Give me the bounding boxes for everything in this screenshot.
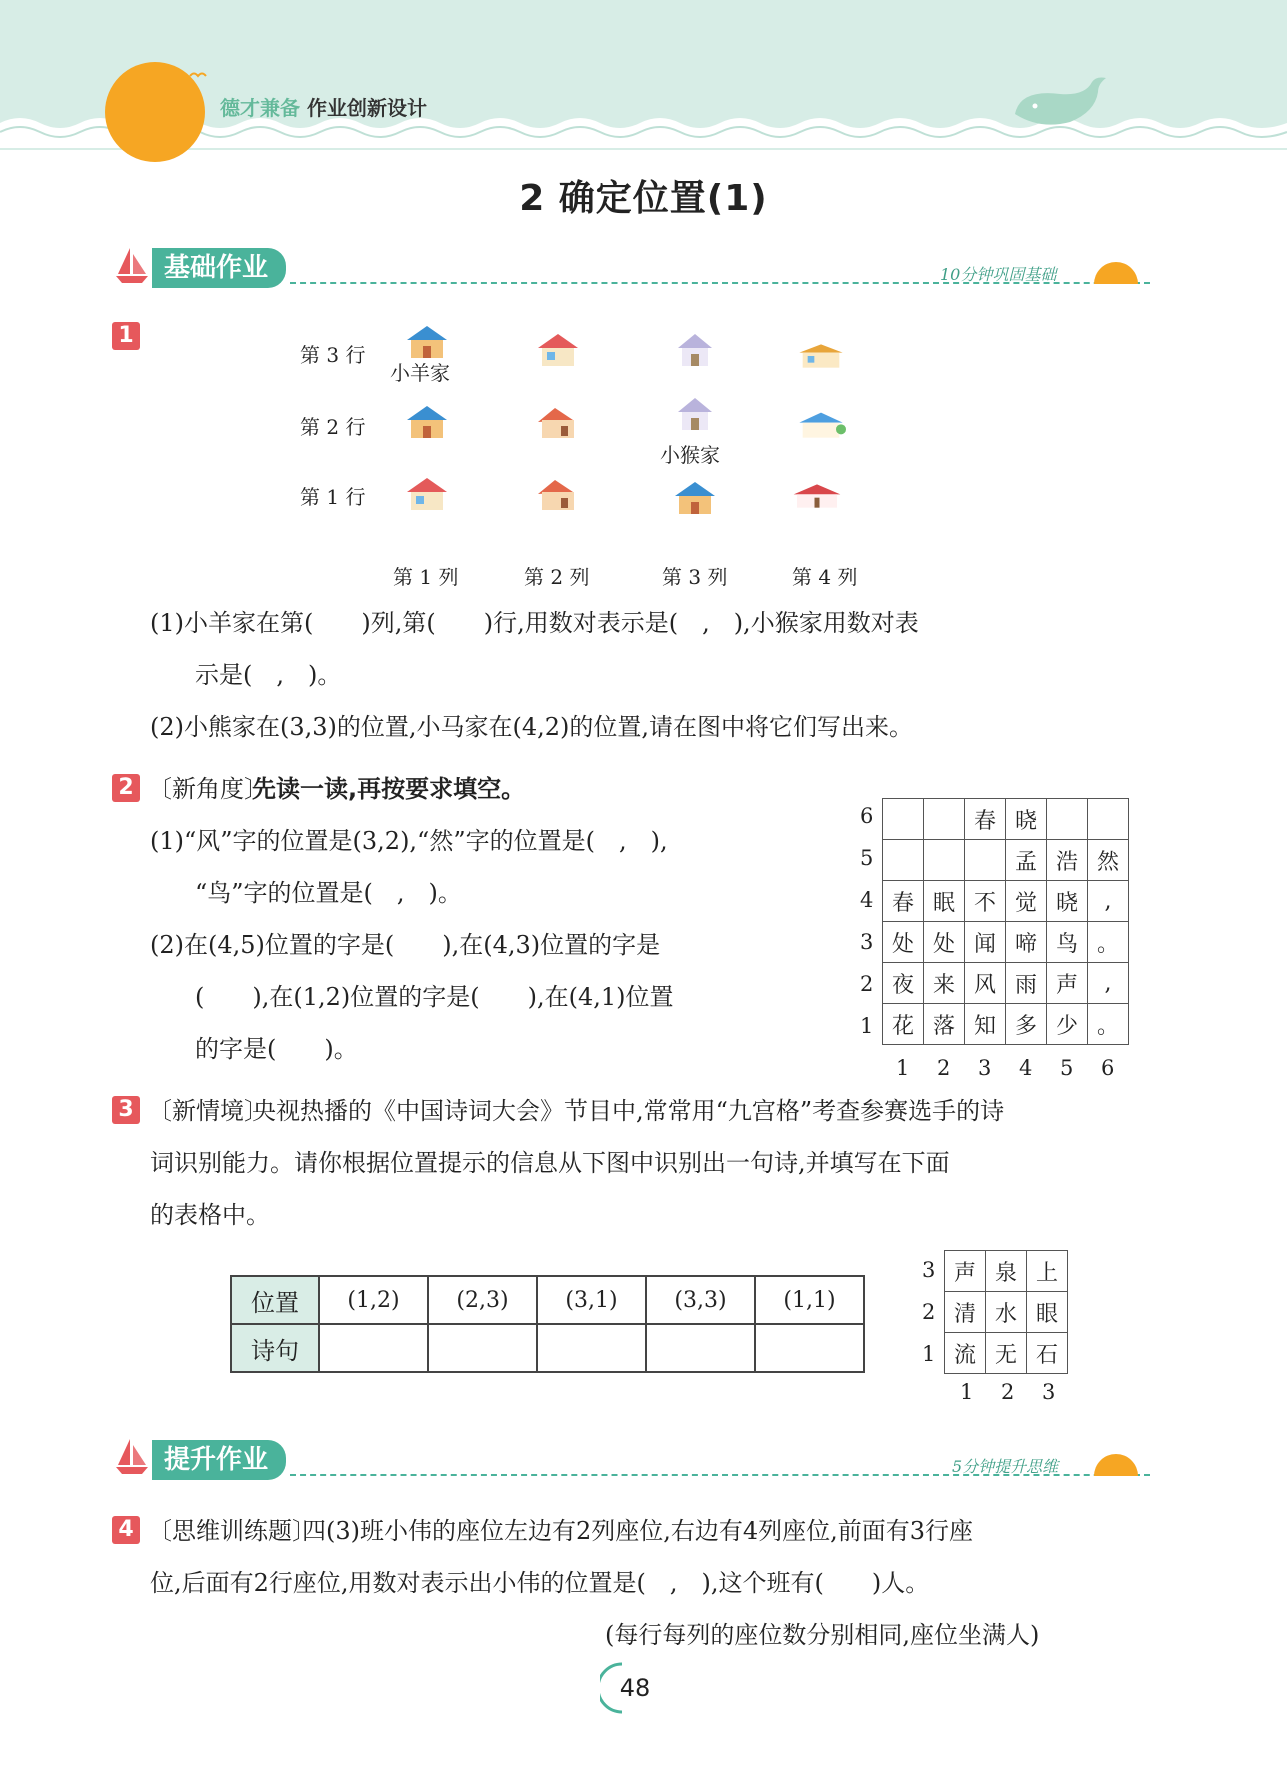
grid-cell: 啼 [1006,922,1047,963]
grid-cell: 落 [924,1004,965,1045]
position-cell: (2,3) [428,1276,537,1324]
grid-cell: 处 [883,922,924,963]
house-icon [792,476,842,516]
grid-cell: 石 [1027,1333,1068,1374]
house-icon [533,402,583,442]
position-cell: (1,1) [755,1276,864,1324]
q4-line2: 位,后面有2行座位,用数对表示出小伟的位置是( , ),这个班有( )人。 [150,1569,930,1597]
whale-icon [1010,74,1110,134]
grid-cell [1047,799,1088,840]
q1-part1-line2: 示是( , )。 [195,661,342,689]
grid-row [883,922,1129,963]
question-number-2: 2 [112,774,140,802]
grid-cell: 花 [883,1004,924,1045]
y-axis-tick: 3 [860,930,874,954]
q2-lead: 先读一读,再按要求填空。 [252,775,526,803]
grid-cell: 水 [986,1292,1027,1333]
q3-tag: 〔新情境〕 [148,1097,268,1125]
poem-grid-6x6 [882,798,1129,1045]
y-axis-tick: 6 [860,804,874,828]
q4-line1: 四(3)班小伟的座位左边有2列座位,右边有4列座位,前面有3行座 [302,1517,974,1545]
grid-cell: 夜 [883,963,924,1004]
row-label-2: 第 2 行 [300,415,366,439]
x-axis-tick: 3 [1042,1380,1056,1404]
q4-note: (每行每列的座位数分别相同,座位坐满人) [605,1621,1040,1649]
grid-cell [924,799,965,840]
section-advanced-label: 提升作业 [152,1440,286,1480]
grid-row [883,963,1129,1004]
grid-cell [883,840,924,881]
grid-cell: , [1088,881,1129,922]
grid-cell: 闻 [965,922,1006,963]
x-axis-tick: 1 [960,1380,974,1404]
answer-cell[interactable] [537,1324,646,1372]
position-cell: (3,1) [537,1276,646,1324]
col-label-4: 第 4 列 [792,565,858,589]
q1-part1-line1: (1)小羊家在第( )列,第( )行,用数对表示是( , ),小猴家用数对表 [150,609,919,637]
grid-cell: 眼 [1027,1292,1068,1333]
house-icon [796,336,846,376]
position-header: 位置 [231,1276,319,1324]
grid-cell: 春 [883,881,924,922]
birds-icon [150,62,210,82]
grid-cell: 流 [945,1333,986,1374]
house-icon [402,402,452,442]
grid-cell: 泉 [986,1251,1027,1292]
grid-cell: 春 [965,799,1006,840]
brand-title [220,92,427,121]
grid-cell: 孟 [1006,840,1047,881]
grid-cell: 。 [1088,922,1129,963]
grid-cell [883,799,924,840]
page-title: 2 确定位置(1) [519,178,768,219]
answer-cell[interactable] [646,1324,755,1372]
nine-grid [944,1250,1068,1374]
x-axis-tick: 4 [1019,1056,1033,1080]
x-axis-tick: 5 [1060,1056,1074,1080]
grid-cell: 清 [945,1292,986,1333]
col-label-1: 第 1 列 [393,565,459,589]
grid-cell: 鸟 [1047,922,1088,963]
col-label-3: 第 3 列 [662,565,728,589]
q4-tag: 〔思维训练题〕 [148,1517,316,1545]
grid-row [883,840,1129,881]
house-icon [670,478,720,518]
answer-cell[interactable] [319,1324,428,1372]
grid-cell: 知 [965,1004,1006,1045]
grid-cell: , [1088,963,1129,1004]
grid-row [883,799,1129,840]
grid-cell [965,840,1006,881]
poem-row [231,1324,864,1372]
sailboat-icon [114,246,150,284]
grid-cell: 然 [1088,840,1129,881]
grid-cell: 少 [1047,1004,1088,1045]
q2-tag: 〔新角度〕 [148,775,268,803]
q2-line2: “鸟”字的位置是( , )。 [195,879,462,907]
y-axis-tick: 2 [922,1300,936,1324]
y-axis-tick: 3 [922,1258,936,1282]
q1-part2: (2)小熊家在(3,3)的位置,小马家在(4,2)的位置,请在图中将它们写出来。 [150,713,914,741]
sun-icon [1094,262,1138,284]
q2-line5: 的字是( )。 [195,1035,358,1063]
q3-line3: 的表格中。 [150,1201,270,1229]
q3-line2: 词识别能力。请你根据位置提示的信息从下图中识别出一句诗,并填写在下面 [150,1149,950,1177]
row-label-1: 第 1 行 [300,485,366,509]
y-axis-tick: 1 [860,1014,874,1038]
x-axis-tick: 3 [978,1056,992,1080]
brand-dark: 作业创新设计 [306,96,427,120]
house-icon [402,474,452,514]
grid-cell [1088,799,1129,840]
monkey-home-label: 小猴家 [660,443,720,467]
house-icon [670,330,720,370]
y-axis-tick: 4 [860,888,874,912]
page-number: 48 [619,1674,651,1702]
grid-cell: 风 [965,963,1006,1004]
house-icon [670,394,720,434]
brand-green: 德才兼备 [220,96,300,120]
grid-cell: 觉 [1006,881,1047,922]
row-label-3: 第 3 行 [300,343,366,367]
section-basic-note: 10分钟巩固基础 [940,265,1057,284]
y-axis-tick: 5 [860,846,874,870]
q3-line1: 央视热播的《中国诗词大会》节目中,常常用“九宫格”考查参赛选手的诗 [252,1097,1005,1125]
question-number-1: 1 [112,322,140,350]
grid-cell: 上 [1027,1251,1068,1292]
question-number-3: 3 [112,1096,140,1124]
question-number-4: 4 [112,1516,140,1544]
grid-row [883,1004,1129,1045]
sun-icon [1094,1454,1138,1476]
x-axis-tick: 1 [896,1056,910,1080]
position-cell: (1,2) [319,1276,428,1324]
house-icon [533,474,583,514]
sheep-home-label: 小羊家 [390,361,450,385]
poem-header: 诗句 [231,1324,319,1372]
grid-cell: 无 [986,1333,1027,1374]
section-basic-label: 基础作业 [152,248,286,288]
grid-cell: 声 [1047,963,1088,1004]
q2-line3: (2)在(4,5)位置的字是( ),在(4,3)位置的字是 [150,931,661,959]
answer-cell[interactable] [755,1324,864,1372]
grid-row [883,881,1129,922]
grid-cell: 。 [1088,1004,1129,1045]
poem-answer-table [230,1275,865,1373]
grid-cell: 晓 [1006,799,1047,840]
grid-row [945,1251,1068,1292]
house-icon [796,406,846,446]
grid-cell: 浩 [1047,840,1088,881]
grid-cell: 多 [1006,1004,1047,1045]
grid-cell: 声 [945,1251,986,1292]
grid-cell: 晓 [1047,881,1088,922]
section-advanced-note: 5分钟提升思维 [952,1457,1059,1476]
grid-row [945,1333,1068,1374]
grid-cell: 眠 [924,881,965,922]
grid-cell [924,840,965,881]
grid-cell: 来 [924,963,965,1004]
grid-cell: 雨 [1006,963,1047,1004]
col-label-2: 第 2 列 [524,565,590,589]
grid-cell: 不 [965,881,1006,922]
answer-cell[interactable] [428,1324,537,1372]
position-cell: (3,3) [646,1276,755,1324]
q2-line4: ( ),在(1,2)位置的字是( ),在(4,1)位置 [195,983,674,1011]
position-row [231,1276,864,1324]
grid-cell: 处 [924,922,965,963]
house-icon [533,330,583,370]
x-axis-tick: 2 [937,1056,951,1080]
x-axis-tick: 6 [1101,1056,1115,1080]
x-axis-tick: 2 [1001,1380,1015,1404]
y-axis-tick: 2 [860,972,874,996]
sailboat-icon [114,1437,150,1475]
grid-row [945,1292,1068,1333]
y-axis-tick: 1 [922,1342,936,1366]
q2-line1: (1)“风”字的位置是(3,2),“然”字的位置是( , ), [150,827,668,855]
